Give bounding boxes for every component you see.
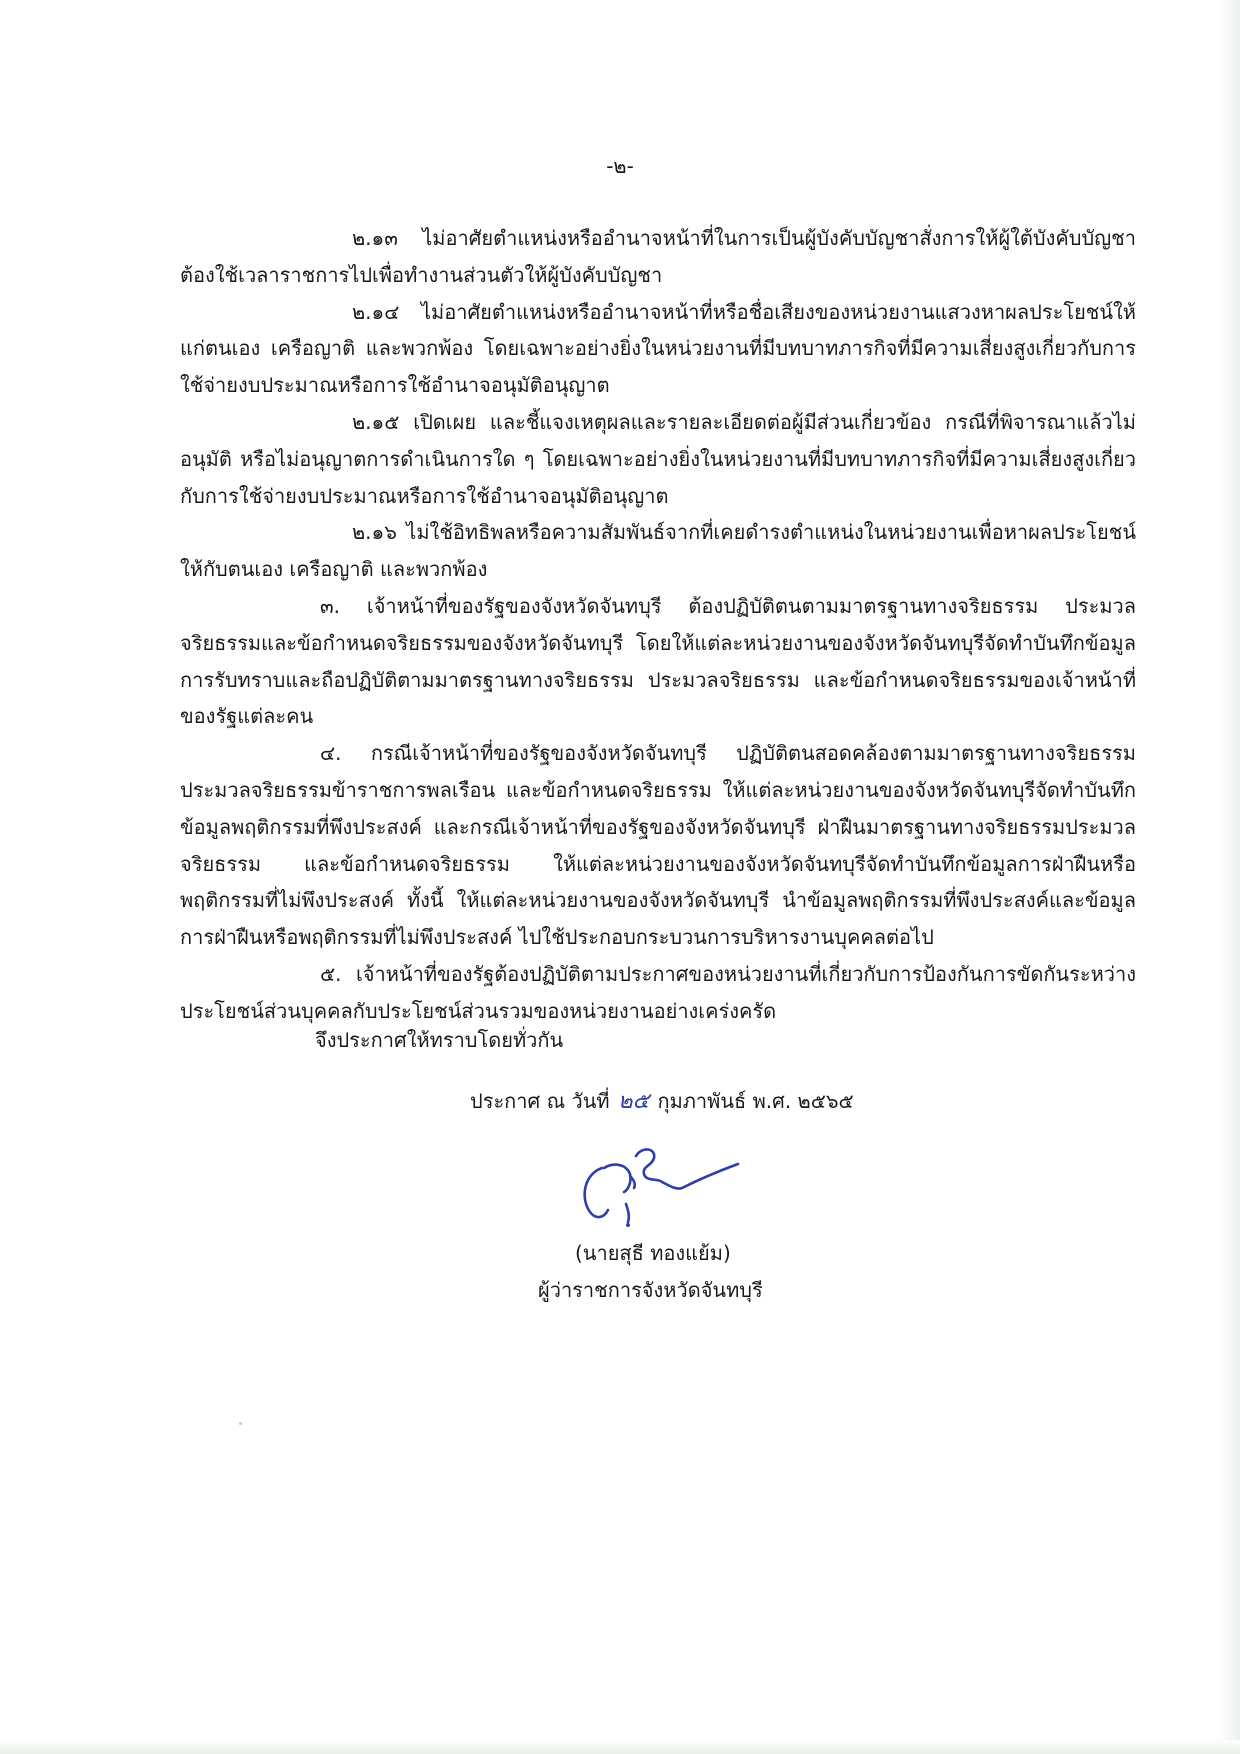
document-body	[180, 220, 1136, 1030]
paragraph-2-16: ๒.๑๖ ไม่ใช้อิทธิพลหรือความสัมพันธ์จากที่เคยดำรงตำแหน่งในหน่วยงานเพื่อหาผลประโยชน์ให้กับตนเอง เครือญาติ และพวกพ้อง	[180, 520, 1136, 582]
handwritten-signature	[570, 1140, 760, 1240]
page-number: -๒-	[606, 154, 634, 178]
announcement-date	[470, 1083, 854, 1120]
paragraph-2-15: ๒.๑๕ เปิดเผย และชี้แจงเหตุผลและรายละเอียดต่อผู้มีส่วนเกี่ยวข้อง กรณีที่พิจารณาแล้วไม่อนุมัติ หรือไม่อนุญาตการดำเนินการใด ๆ โดยเฉพาะอย่างยิ่งในหน่วยงานที่มีบทบาทภารกิจที่มีความเสี่ยงสูงเกี่ยวกับการใช้จ่ายงบประมาณหรือการใช้อำนาจอนุมัติอนุญาต	[180, 409, 1136, 508]
handwritten-day: ๒๕	[617, 1089, 650, 1114]
date-month-year: กุมภาพันธ์ พ.ศ. ๒๕๖๕	[657, 1089, 854, 1113]
paragraph-2-14: ๒.๑๔ ไม่อาศัยตำแหน่งหรืออำนาจหน้าที่หรือชื่อเสียงของหน่วยงานแสวงหาผลประโยชน์ให้แก่ตนเอง เครือญาติ และพวกพ้อง โดยเฉพาะอย่างยิ่งในหน่วยงานที่มีบทบาทภารกิจที่มีความเสี่ยงสูงเกี่ยวกับการใช้จ่ายงบประมาณหรือการใช้อำนาจอนุมัติอนุญาต	[180, 299, 1136, 398]
paragraph-2-13: ๒.๑๓ ไม่อาศัยตำแหน่งหรืออำนาจหน้าที่ในการเป็นผู้บังคับบัญชาสั่งการให้ผู้ใต้บังคับบัญชาต้องใช้เวลาราชการไปเพื่อทำงานส่วนตัวให้ผู้บังคับบัญชา	[180, 226, 1136, 287]
paragraph-3: ๓. เจ้าหน้าที่ของรัฐของจังหวัดจันทบุรี ต้องปฏิบัติตนตามมาตรฐานทางจริยธรรม ประมวลจริยธรรมและข้อกำหนดจริยธรรมของจังหวัดจันทบุรี โดยให้แต่ละหน่วยงานของจังหวัดจันทบุรีจัดทำบันทึกข้อมูลการรับทราบและถือปฏิบัติตามมาตรฐานทางจริยธรรม ประมวลจริยธรรม และข้อกำหนดจริยธรรมของเจ้าหน้าที่ของรัฐแต่ละคน	[180, 593, 1136, 729]
page-edge-shadow-right	[1218, 0, 1240, 1754]
paragraph-4: ๔. กรณีเจ้าหน้าที่ของรัฐของจังหวัดจันทบุรี ปฏิบัติตนสอดคล้องตามมาตรฐานทางจริยธรรมประมวลจริยธรรมข้าราชการพลเรือน และข้อกำหนดจริยธรรม ให้แต่ละหน่วยงานของจังหวัดจันทบุรีจัดทำบันทึกข้อมูลพฤติกรรมที่พึงประสงค์ และกรณีเจ้าหน้าที่ของรัฐของจังหวัดจันทบุรี ฝ่าฝืนมาตรฐานทางจริยธรรมประมวลจริยธรรม และข้อกำหนดจริยธรรม ให้แต่ละหน่วยงานของจังหวัดจันทบุรีจัดทำบันทึกข้อมูลการฝ่าฝืนหรือพฤติกรรมที่ไม่พึงประสงค์ ทั้งนี้ ให้แต่ละหน่วยงานของจังหวัดจันทบุรี นำข้อมูลพฤติกรรมที่พึงประสงค์และข้อมูลการฝ่าฝืนหรือพฤติกรรมที่ไม่พึงประสงค์ ไปใช้ประกอบกระบวนการบริหารงานบุคคลต่อไป	[180, 741, 1136, 950]
paragraph-5: ๕. เจ้าหน้าที่ของรัฐต้องปฏิบัติตามประกาศของหน่วยงานที่เกี่ยวกับการป้องกันการขัดกันระหว่างประโยชน์ส่วนบุคคลกับประโยชน์ส่วนรวมของหน่วยงานอย่างเคร่งครัด	[180, 961, 1136, 1023]
signatory-title: ผู้ว่าราชการจังหวัดจันทบุรี	[538, 1278, 763, 1302]
scan-speck	[239, 1422, 242, 1425]
date-prefix: ประกาศ ณ วันที่	[470, 1089, 610, 1113]
page-edge-shadow-bottom	[0, 1740, 1240, 1754]
signatory-name: (นายสุธี ทองแย้ม)	[575, 1241, 731, 1265]
closing-statement: จึงประกาศให้ทราบโดยทั่วกัน	[315, 1028, 564, 1052]
